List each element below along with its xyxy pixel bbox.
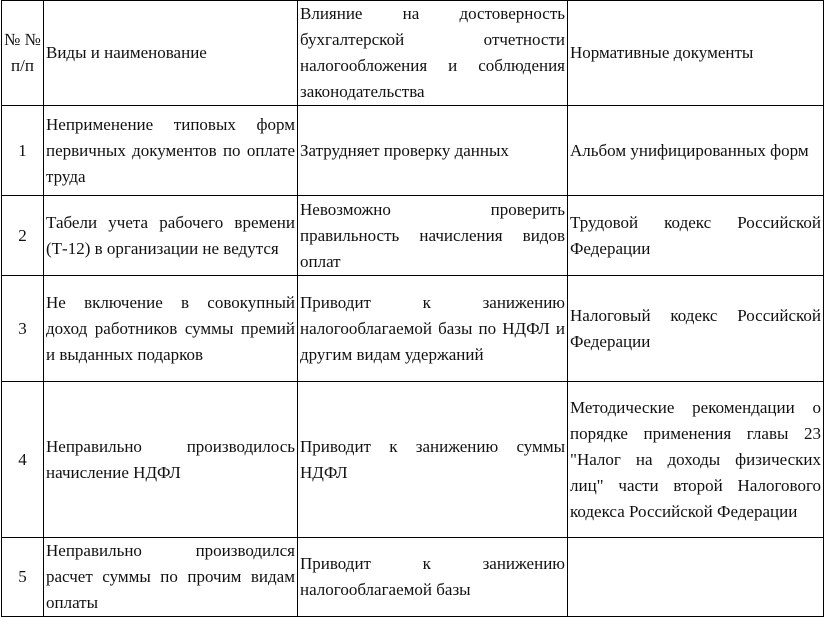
row-docs: Альбом унифицированных форм xyxy=(568,106,824,196)
row-docs: Трудовой кодекс Российской Федерации xyxy=(568,196,824,276)
row-docs xyxy=(568,538,824,617)
table-row xyxy=(2,382,824,538)
row-kind: Неприменение типовых форм первичных документов по оплате труда xyxy=(44,106,298,196)
header-docs: Нормативные документы xyxy=(568,1,824,106)
row-impact: Затрудняет проверку данных xyxy=(298,106,568,196)
table-row xyxy=(2,106,824,196)
row-kind: Не включение в совокупный доход работников суммы премий и выданных подарков xyxy=(44,276,298,382)
row-docs: Методические рекомендации о порядке применения главы 23 "Налог на доходы физических лиц" части второй Налогового кодекса Российской Федерации xyxy=(568,382,824,538)
table-header-row xyxy=(2,1,824,106)
row-impact: Приводит к занижению налогооблагаемой базы по НДФЛ и другим видам удержаний xyxy=(298,276,568,382)
row-impact: Приводит к занижению налогооблагаемой базы xyxy=(298,538,568,617)
row-num: 2 xyxy=(2,196,44,276)
row-num: 3 xyxy=(2,276,44,382)
table-row xyxy=(2,538,824,617)
table-row xyxy=(2,196,824,276)
row-kind: Неправильно производилось начисление НДФЛ xyxy=(44,382,298,538)
row-kind: Неправильно производился расчет суммы по прочим видам оплаты xyxy=(44,538,298,617)
row-num: 5 xyxy=(2,538,44,617)
row-num: 1 xyxy=(2,106,44,196)
table-row xyxy=(2,276,824,382)
header-impact: Влияние на достоверность бухгалтерской отчетности налогообложения и соблюдения законодательства xyxy=(298,1,568,106)
row-num: 4 xyxy=(2,382,44,538)
row-kind: Табели учета рабочего времени (Т-12) в организации не ведутся xyxy=(44,196,298,276)
header-num: № № п/п xyxy=(2,1,44,106)
header-kind: Виды и наименование xyxy=(44,1,298,106)
row-docs: Налоговый кодекс Российской Федерации xyxy=(568,276,824,382)
violations-table xyxy=(1,0,824,617)
row-impact: Невозможно проверить правильность начисления видов оплат xyxy=(298,196,568,276)
row-impact: Приводит к занижению суммы НДФЛ xyxy=(298,382,568,538)
